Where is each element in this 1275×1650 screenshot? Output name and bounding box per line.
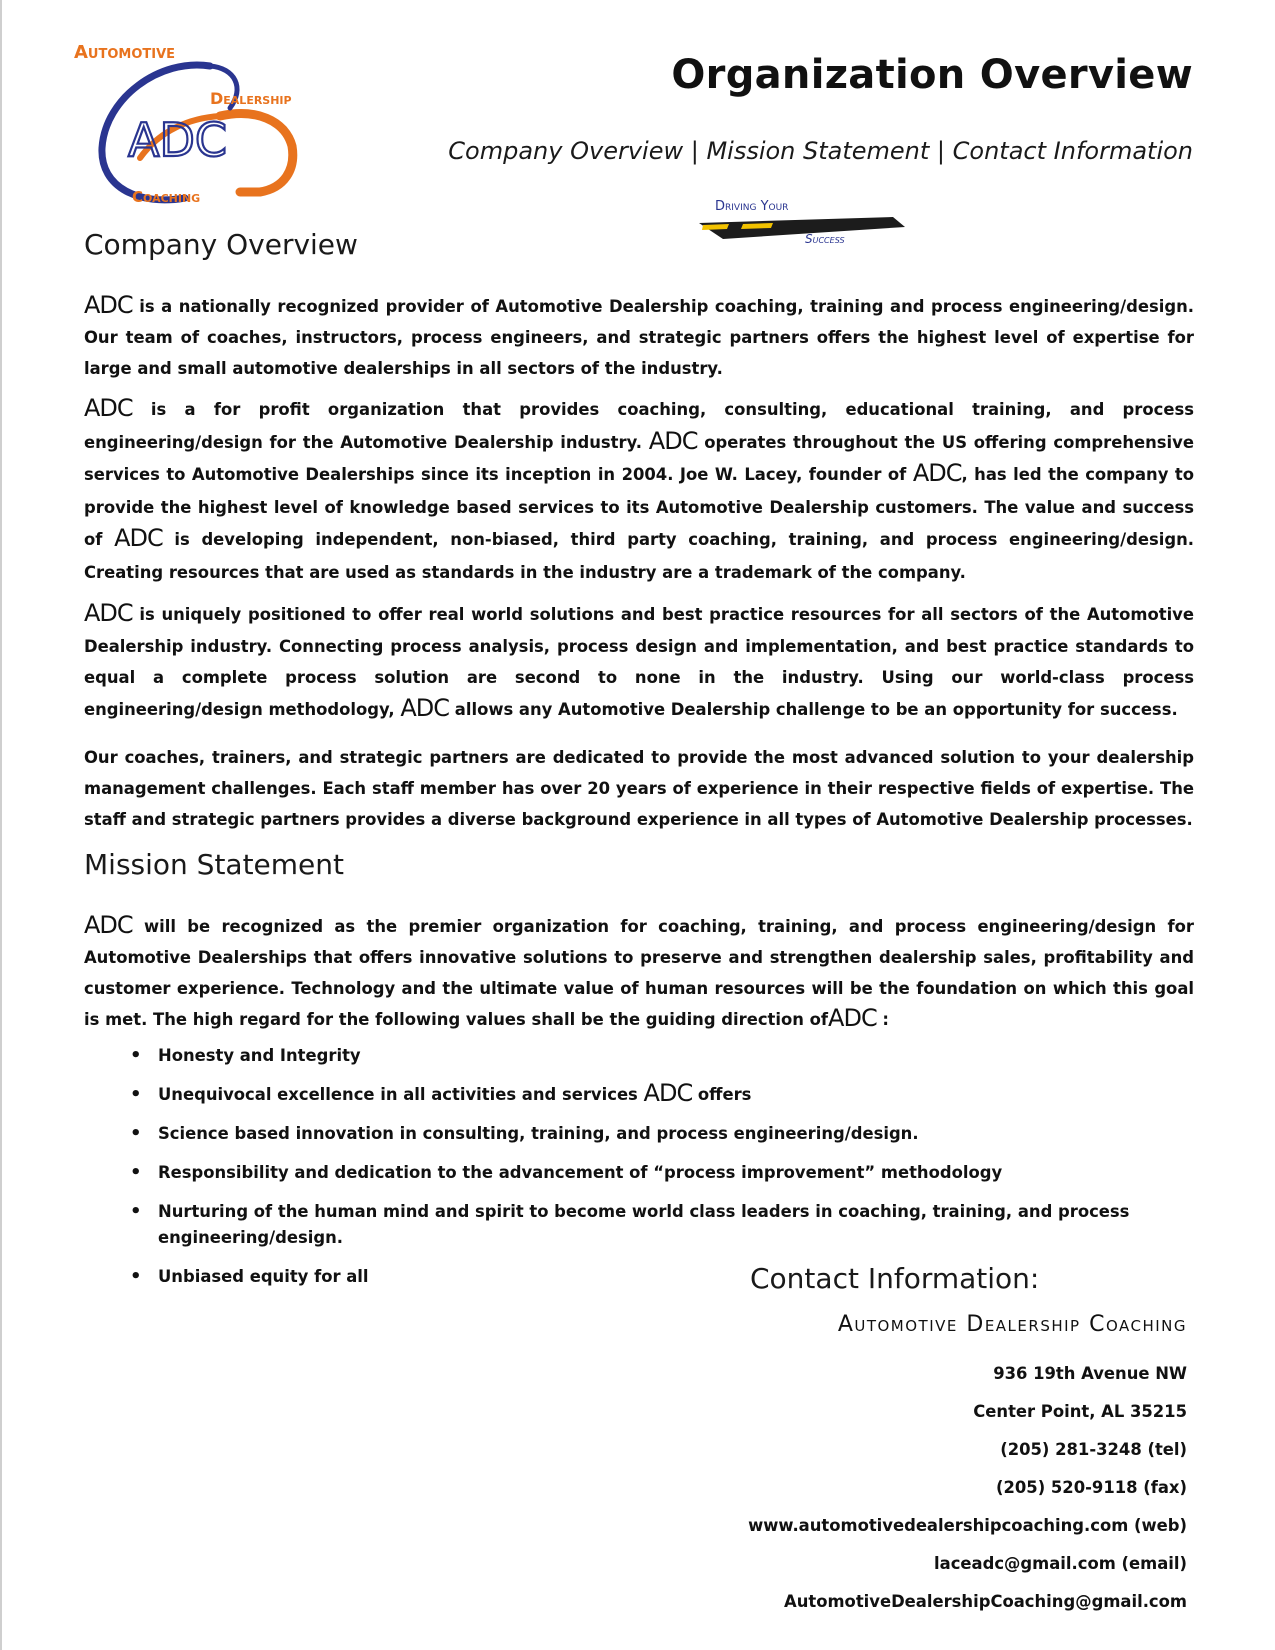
adc-wordmark: ADC [648, 426, 698, 455]
value-text: Unbiased equity for all [158, 1267, 369, 1286]
tagline-line-1: Driving Your [715, 199, 789, 214]
mission-statement-heading: Mission Statement [84, 848, 345, 881]
contact-address-line-1: 936 19th Avenue NW [993, 1364, 1187, 1383]
list-item [130, 1043, 1195, 1069]
adc-wordmark: ADC [643, 1079, 693, 1107]
paragraph-text: , has led the company to provide the highest level of knowledge based services to its Automotive Dealership customers. The value and success of [84, 465, 1194, 549]
contact-email-2: AutomotiveDealershipCoaching@gmail.com [784, 1592, 1187, 1611]
company-overview-paragraph-2 [84, 394, 1194, 589]
logo-word-automotive: Automotive [74, 42, 176, 63]
adc-wordmark: ADC [84, 291, 133, 319]
paragraph-text: allows any Automotive Dealership challenge to be an opportunity for success. [454, 699, 1178, 719]
adc-wordmark: ADC [84, 394, 133, 422]
page-title: Organization Overview [671, 52, 1193, 98]
adc-logo-graphic [70, 38, 335, 213]
adc-wordmark: ADC [400, 693, 450, 722]
value-text: Nurturing of the human mind and spirit to become world class leaders in coaching, training, and process engineering/design. [158, 1202, 1130, 1247]
page-edge [0, 0, 2, 1650]
contact-details [748, 1355, 1187, 1621]
company-overview-paragraph-4: Our coaches, trainers, and strategic partners are dedicated to provide the most advanced solution to your dealership management challenges. Each staff member has over 20 years of experience in their respective fields of expertise. The staff and strategic partners provides a diverse background experience in all types of Automotive Dealership processes. [84, 748, 1194, 829]
logo-word-dealership: Dealership [210, 89, 292, 108]
contact-email-1: laceadc@gmail.com (email) [934, 1554, 1187, 1573]
tagline-line-2: Success [805, 232, 845, 246]
contact-phone: (205) 281-3248 (tel) [1000, 1440, 1187, 1459]
paragraph-text: is developing independent, non-biased, third party coaching, training, and process engineering/design. Creating resources that are used as standards in the industry are a trademark of the company. [84, 530, 1194, 582]
value-text: Responsibility and dedication to the advancement of “process improvement” methodology [158, 1163, 1003, 1182]
contact-fax: (205) 520-9118 (fax) [996, 1478, 1187, 1497]
bullet-icon: • [130, 1201, 142, 1222]
tagline-road-graphic [693, 193, 908, 249]
logo-word-coaching: Coaching [132, 188, 201, 206]
paragraph-text: operates throughout the US offering comprehensive services to Automotive Dealerships since its inception in 2004. Joe W. Lacey, founder of [84, 432, 1194, 484]
paragraph-text: is uniquely positioned to offer real world solutions and best practice resources for all sectors of the Automotive Dealership industry. Connecting process analysis, process design and implementation, and best practice standards to equal a complete process solution are second to none in the industry. Using our world-class process engineering/design methodology, [84, 605, 1194, 719]
contact-website: www.automotivedealershipcoaching.com (web) [748, 1516, 1187, 1535]
value-text: Honesty and Integrity [158, 1046, 361, 1065]
paragraph-text: is a for profit organization that provides coaching, consulting, educational training, and process engineering/design for the Automotive Dealership industry. [84, 400, 1194, 452]
value-text: Science based innovation in consulting, training, and process engineering/design. [158, 1124, 919, 1143]
adc-wordmark: ADC [912, 459, 962, 487]
bullet-icon: • [130, 1084, 142, 1105]
value-text: offers [697, 1085, 752, 1104]
adc-wordmark: ADC [114, 524, 163, 552]
page-subtitle: Company Overview | Mission Statement | Contact Information [448, 137, 1193, 165]
contact-information-heading: Contact Information: [750, 1262, 1040, 1295]
list-item [130, 1121, 1195, 1147]
bullet-icon: • [130, 1123, 142, 1144]
list-item [130, 1160, 1195, 1186]
paragraph-text: is a nationally recognized provider of Automotive Dealership coaching, training and process engineering/design. Our team of coaches, instructors, process engineers, and strategic partners offers the highest level of expertise for large and small automotive dealerships in all sectors of the industry. [84, 297, 1194, 378]
adc-logo [70, 38, 335, 213]
contact-company-name: Automotive Dealership Coaching [837, 1312, 1187, 1337]
logo-monogram: ADC [128, 113, 228, 167]
bullet-icon: • [130, 1045, 142, 1066]
value-text: Unequivocal excellence in all activities and services [158, 1085, 638, 1104]
paragraph-text: : [882, 1010, 889, 1029]
adc-wordmark: ADC [828, 1004, 877, 1032]
bullet-icon: • [130, 1266, 142, 1287]
contact-address-line-2: Center Point, AL 35215 [973, 1402, 1187, 1421]
bullet-icon: • [130, 1162, 142, 1183]
company-overview-heading: Company Overview [84, 228, 358, 261]
paragraph-text: will be recognized as the premier organization for coaching, training, and process engineering/design for Automotive Dealerships that offers innovative solutions to preserve and strengthen dealership sales, profitability and customer experience. Technology and the ultimate value of human resources will be the foundation on which this goal is met. The high regard for the following values shall be the guiding direction of [84, 917, 1194, 1029]
list-item [130, 1079, 1195, 1108]
list-item [130, 1199, 1195, 1251]
adc-wordmark: ADC [84, 599, 133, 627]
company-overview-paragraph-3 [84, 599, 1194, 725]
mission-statement-paragraph [84, 911, 1194, 1035]
company-overview-paragraph-1 [84, 291, 1194, 384]
adc-wordmark: ADC [84, 911, 133, 939]
